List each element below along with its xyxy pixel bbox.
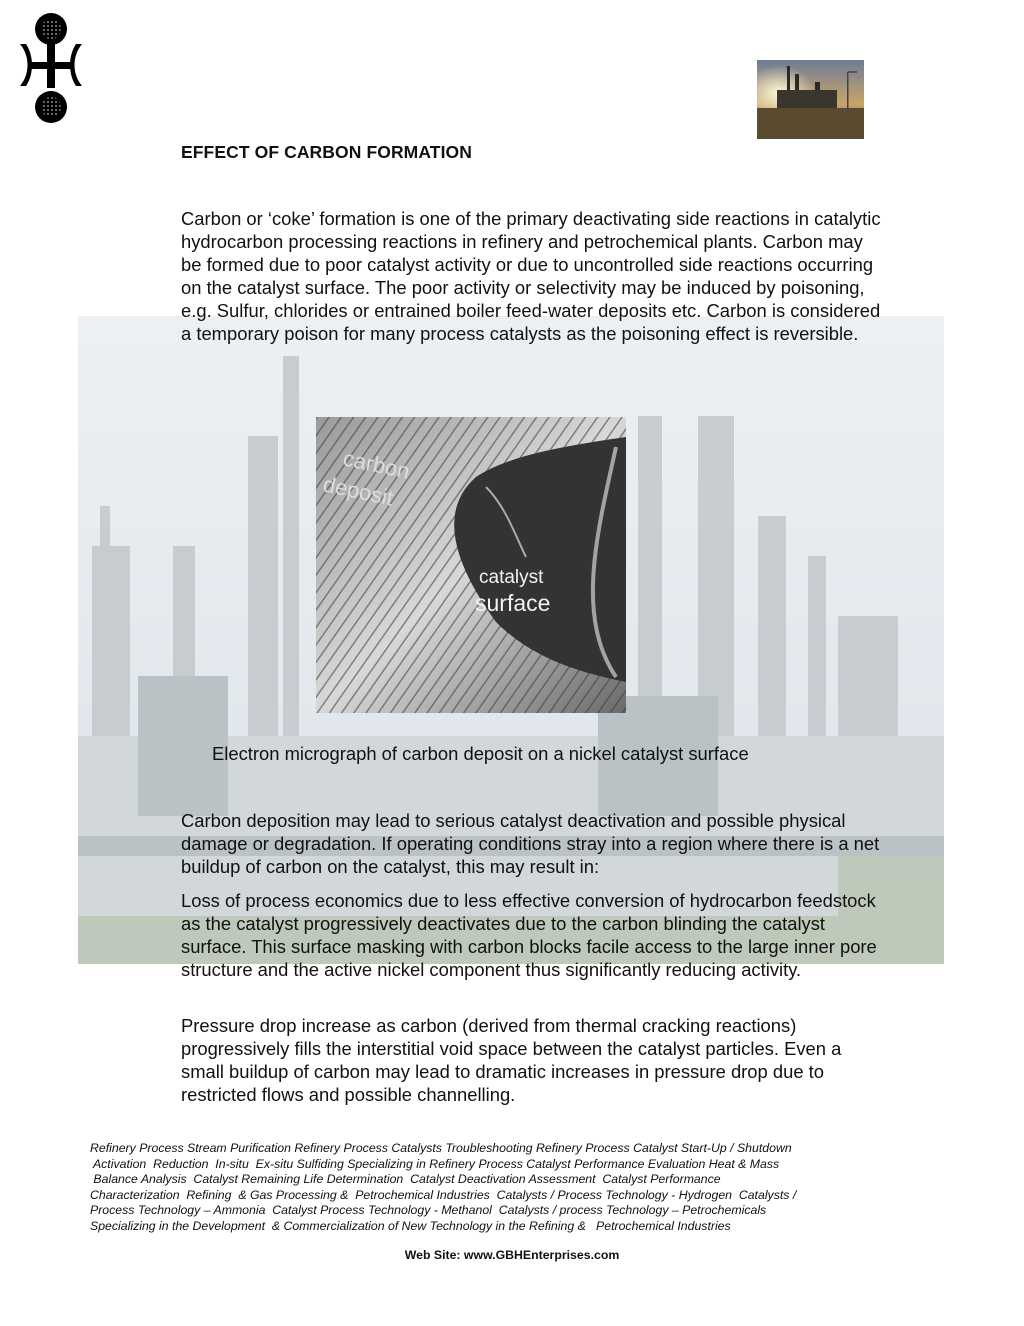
- refinery-sunset-photo: [757, 60, 864, 139]
- footer-line: Balance Analysis Catalyst Remaining Life Determination Catalyst Deactivation Assessment Catalyst Performance: [90, 1172, 721, 1186]
- label-deposit: deposit: [320, 471, 396, 511]
- gbh-logo-icon: [18, 12, 84, 124]
- electron-micrograph: [316, 417, 626, 713]
- intro-paragraph: Carbon or ‘coke’ formation is one of the primary deactivating side reactions in catalytic hydrocarbon processing reactions in refinery and petrochemical plants. Carbon may be formed due to poor catalyst activity or due to uncontrolled side reactions occurring on the catalyst surface. The poor activity or selectivity may be induced by poisoning, e.g. Sulfur, chlorides or entrained boiler feed-water deposits etc. Carbon is considered a temporary poison for many process catalysts as the poisoning effect is reversible.: [181, 208, 881, 344]
- website-link[interactable]: Web Site: www.GBHEnterprises.com: [404, 1248, 620, 1262]
- footer-line: Specializing in the Development & Commercialization of New Technology in the Refining & Petrochemical Industries: [90, 1218, 731, 1233]
- footer-line: Activation Reduction In-situ Ex-situ Sulfiding Specializing in Refinery Process Catalyst Performance Evaluation Heat & Mass: [90, 1156, 780, 1171]
- footer-services: [90, 1141, 890, 1234]
- page-title: EFFECT OF CARBON FORMATION: [181, 142, 472, 162]
- label-catalyst: catalyst: [479, 567, 544, 588]
- micrograph-image: [316, 417, 626, 713]
- economics-paragraph: Loss of process economics due to less effective conversion of hydrocarbon feedstock as the catalyst progressively deactivates due to the carbon blinding the catalyst surface. This surface masking with carbon blocks facile access to the large inner pore structure and the active nickel component thus significantly reducing activity.: [181, 890, 877, 980]
- footer-line: Process Technology – Ammonia Catalyst Process Technology - Methanol Catalysts / process Technology – Petrochemicals: [90, 1203, 767, 1217]
- pressure-drop-paragraph: Pressure drop increase as carbon (derived from thermal cracking reactions) progressively fills the interstitial void space between the catalyst particles. Even a small buildup of carbon may lead to dramatic increases in pressure drop due to restricted flows and possible channelling.: [181, 1015, 842, 1105]
- label-carbon: carbon: [340, 445, 412, 484]
- footer-line: Characterization Refining & Gas Processing & Petrochemical Industries Catalysts / Process Technology - Hydrogen Catalysts /: [90, 1187, 797, 1202]
- deposition-paragraph: Carbon deposition may lead to serious catalyst deactivation and possible physical damage or degradation. If operating conditions stray into a region where there is a net buildup of carbon on the catalyst, this may result in:: [181, 810, 880, 877]
- figure-caption: Electron micrograph of carbon deposit on a nickel catalyst surface: [212, 743, 749, 764]
- footer-line: Refinery Process Stream Purification Refinery Process Catalysts Troubleshooting Refinery Process Catalyst Start-Up / Shutdown: [90, 1141, 792, 1155]
- refinery-thumbnail: [757, 60, 864, 139]
- company-logo: [18, 12, 84, 124]
- label-surface: surface: [475, 590, 551, 616]
